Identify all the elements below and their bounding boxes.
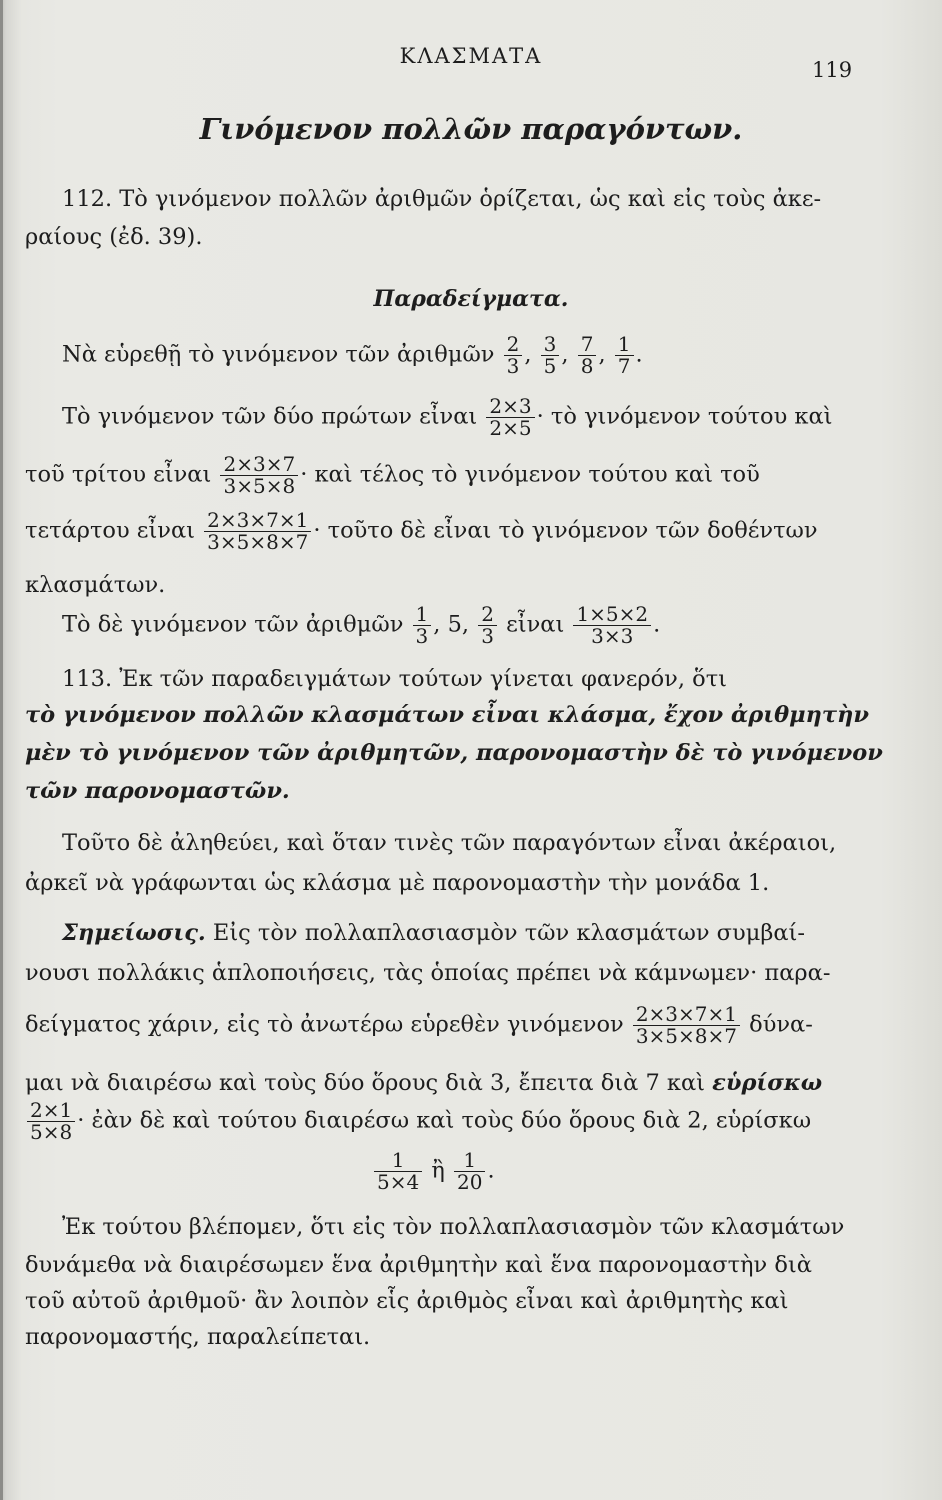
fraction: $\frac{2\times 3\times 7\times 1}{3\times 5\times 8\times 7}$ <box>633 1004 740 1047</box>
fraction: $\frac{2\times 1}{5\times 8}$ <box>27 1100 75 1143</box>
example-line-6: Τὸ δὲ γινόμενον τῶν ἀριθμῶν $\frac{1}{3}$ , 5, $\frac{2}{3}$ εἶναι $\frac{1\times 5\times 2}{3\times 3}$ . <box>62 602 661 648</box>
example-line-5: κλασμάτων. <box>25 572 166 598</box>
example-3-text: τοῦ τρίτου εἶναι <box>25 461 212 488</box>
fraction: $\frac{2\times 3\times 7\times 1}{3\times 5\times 8\times 7}$ <box>204 510 311 553</box>
fraction: $\frac{1}{5\times 4}$ <box>374 1150 422 1193</box>
note-line-3 <box>25 1004 813 1047</box>
conclusion-line-4: παρονομαστής, παραλείπεται. <box>25 1324 371 1350</box>
section-title: Γινόμενον πολλῶν παραγόντων. <box>199 112 743 146</box>
example-line-3 <box>25 454 760 497</box>
fraction: $\frac{1}{7}$ <box>615 334 634 377</box>
note-line-6: $\frac{1}{5\times 4}$ ἢ $\frac{1}{20}$ . <box>372 1150 495 1193</box>
example-1-text: Νὰ εὑρεθῇ τὸ γινόμενον τῶν ἀριθμῶν <box>62 341 495 368</box>
conclusion-line-1: Ἐκ τούτου βλέπομεν, ὅτι εἰς τὸν πολλαπλασιασμὸν τῶν κλασμάτων <box>62 1214 845 1240</box>
example-4-text-end: · τοῦτο δὲ εἶναι τὸ γινόμενον τῶν δοθέντων <box>313 517 818 544</box>
fraction: $\frac{2\times 3\times 7}{3\times 5\times 8}$ <box>220 454 298 497</box>
note-line-4 <box>25 1070 822 1096</box>
fraction: $\frac{3}{5}$ <box>541 334 560 377</box>
fraction: $\frac{1}{20}$ <box>454 1150 485 1193</box>
note-text-3: δείγματος χάριν, εἰς τὸ ἀνωτέρω εὑρεθὲν γινόμενον <box>25 1011 624 1038</box>
running-head: ΚΛΑΣΜΑΤΑ <box>399 44 543 68</box>
note-text-4-end: εὑρίσκω <box>712 1070 823 1096</box>
paragraph-true-line-1: Τοῦτο δὲ ἀληθεύει, καὶ ὅταν τινὲς τῶν παραγόντων εἶναι ἀκέραιοι, <box>62 830 837 856</box>
example-6-mid: , 5, <box>433 611 470 638</box>
example-4-text: τετάρτου εἶναι <box>25 517 195 544</box>
rule-line-1: τὸ γινόμενον πολλῶν κλασμάτων εἶναι κλάσμα, ἔχον ἀριθμητὴν <box>25 702 870 728</box>
conclusion-line-3: τοῦ αὐτοῦ ἀριθμοῦ· ἂν λοιπὸν εἷς ἀριθμὸς εἶναι καὶ ἀριθμητὴς καὶ <box>25 1288 789 1314</box>
paragraph-113-line-1: 113. Ἐκ τῶν παραδειγμάτων τούτων γίνεται φανερόν, ὅτι <box>62 666 727 692</box>
example-2-text: Τὸ γινόμενον τῶν δύο πρώτων εἶναι <box>62 403 478 430</box>
note-label: Σημείωσις. <box>62 920 206 946</box>
fraction: $\frac{1}{3}$ <box>413 604 432 647</box>
page-number: 119 <box>812 58 853 82</box>
fraction: $\frac{7}{8}$ <box>578 334 597 377</box>
note-text-5: · ἐὰν δὲ καὶ τούτου διαιρέσω καὶ τοὺς δύο ὅρους διὰ 2, εὑρίσκω <box>77 1107 812 1134</box>
example-line-2 <box>62 396 832 439</box>
note-line-1 <box>62 920 805 946</box>
note-line-2: νουσι πολλάκις ἁπλοποιήσεις, τὰς ὁποίας πρέπει νὰ κάμνωμεν· παρα- <box>25 960 831 986</box>
fraction: $\frac{1\times 5\times 2}{3\times 3}$ <box>573 604 651 647</box>
paragraph-112-line-2: ραίους (ἐδ. 39). <box>25 224 203 250</box>
example-line-1: Νὰ εὑρεθῇ τὸ γινόμενον τῶν ἀριθμῶν $\frac{2}{3}$ , $\frac{3}{5}$ , $\frac{7}{8}$ , $\frac{1}{7}$ . <box>62 332 643 378</box>
note-text-4: μαι νὰ διαιρέσω καὶ τοὺς δύο ὅρους διὰ 3, ἔπειτα διὰ 7 καὶ <box>25 1070 705 1096</box>
example-2-text-end: · τὸ γινόμενον τούτου καὶ <box>536 403 833 430</box>
note-line-5 <box>25 1100 811 1143</box>
example-6-text: Τὸ δὲ γινόμενον τῶν ἀριθμῶν <box>62 611 404 638</box>
rule-line-2: μὲν τὸ γινόμενον τῶν ἀριθμητῶν, παρονομαστὴν δὲ τὸ γινόμενον <box>25 740 883 766</box>
paragraph-112-line-1: 112. Τὸ γινόμενον πολλῶν ἀριθμῶν ὁρίζεται, ὡς καὶ εἰς τοὺς ἀκε- <box>62 186 822 212</box>
example-line-4 <box>25 510 818 553</box>
paragraph-true-line-2: ἀρκεῖ νὰ γράφωνται ὡς κλάσμα μὲ παρονομαστὴν τὴν μονάδα 1. <box>25 870 770 896</box>
note-text-3-end: δύνα- <box>749 1011 813 1038</box>
conclusion-line-2: δυνάμεθα νὰ διαιρέσωμεν ἕνα ἀριθμητὴν καὶ ἕνα παρονομαστὴν διὰ <box>25 1252 812 1278</box>
fraction: $\frac{2}{3}$ <box>478 604 497 647</box>
fraction: $\frac{2\times 3}{2\times 5}$ <box>486 396 534 439</box>
example-6-text-end: εἶναι <box>506 611 565 638</box>
example-3-text-end: · καὶ τέλος τὸ γινόμενον τούτου καὶ τοῦ <box>300 461 760 488</box>
note-text-1: Εἰς τὸν πολλαπλασιασμὸν τῶν κλασμάτων συμβαί- <box>212 920 805 946</box>
rule-line-3: τῶν παρονομαστῶν. <box>25 778 290 804</box>
examples-title: Παραδείγματα. <box>373 286 569 312</box>
note-or: ἢ <box>431 1157 445 1184</box>
fraction: $\frac{2}{3}$ <box>504 334 523 377</box>
